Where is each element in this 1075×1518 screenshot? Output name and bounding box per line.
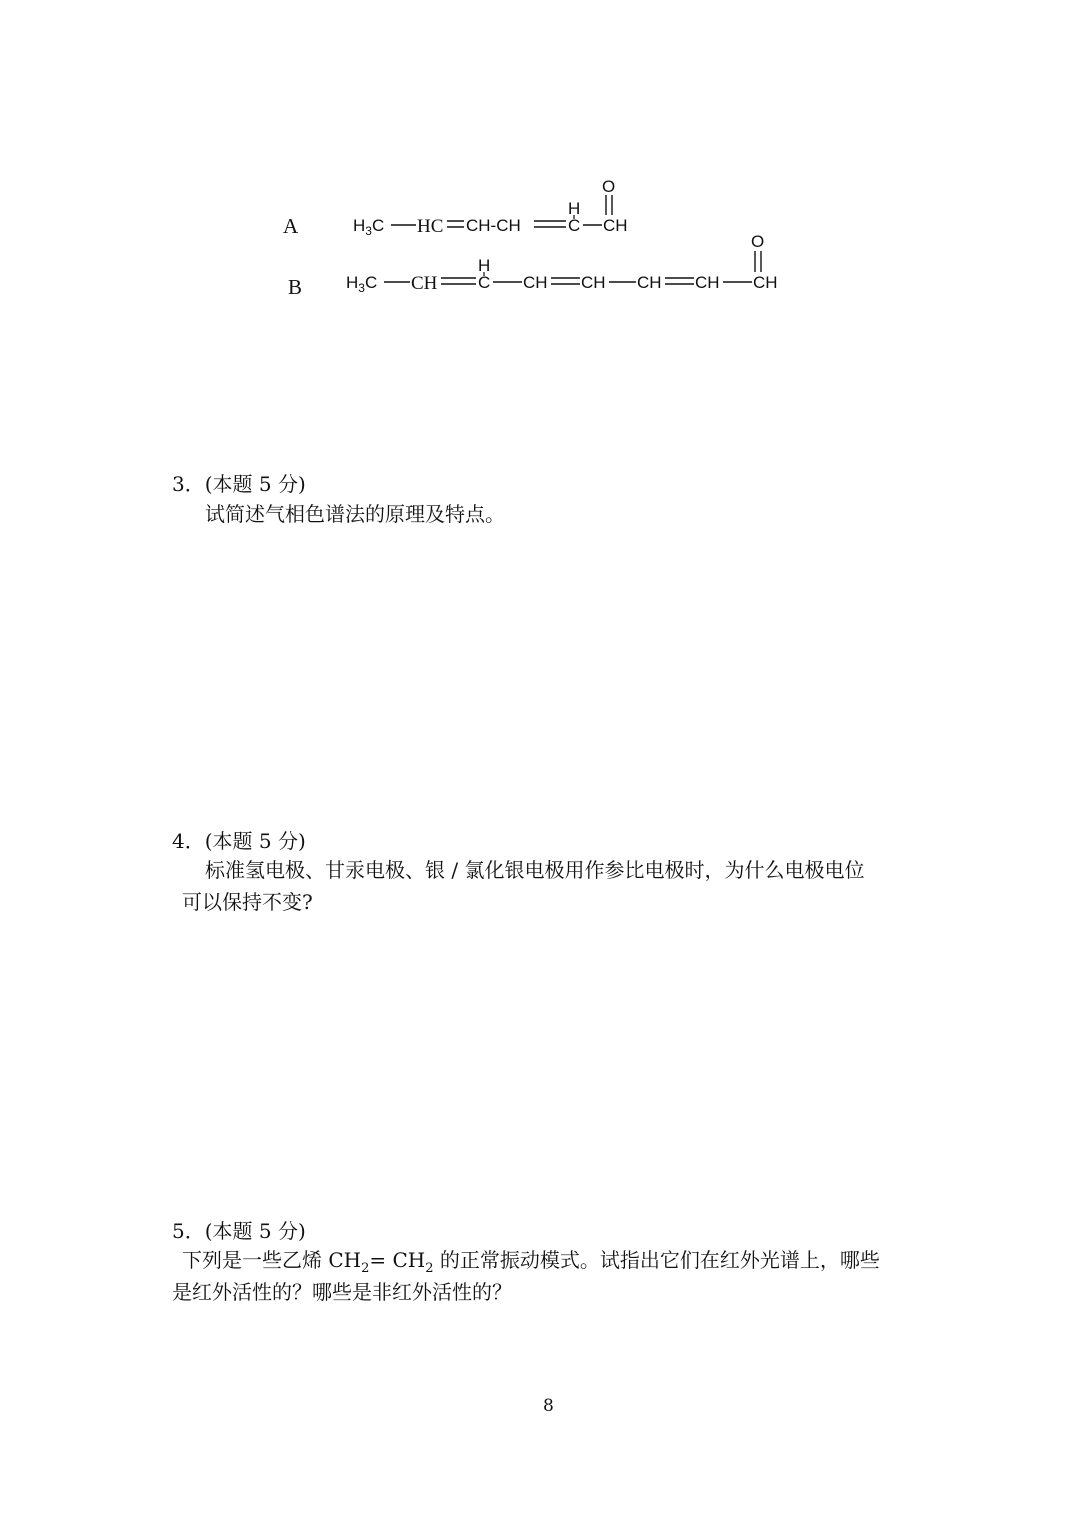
structure-a-c: C	[568, 216, 581, 235]
structure-a-ch-ch: CH-CH	[466, 216, 521, 235]
question-5-text-post: 的正常振动模式。试指出它们在红外光谱上，哪些	[433, 1248, 880, 1272]
structure-a-methyl: $H_3C$	[353, 216, 385, 238]
structure-b-diagram	[342, 230, 792, 300]
question-5-heading: 5．(本题 5 分)	[172, 1219, 306, 1243]
question-5-sub2: 2	[425, 1261, 434, 1276]
question-4-text-line1: 标准氢电极、甘汞电极、银 / 氯化银电极用作参比电极时，为什么电极电位	[205, 858, 865, 882]
structure-b-methyl: $H_3C$	[346, 273, 378, 295]
page-number: 8	[543, 1396, 554, 1416]
structure-b-ch2: CH	[523, 273, 548, 292]
structure-a-hc: HC	[417, 216, 444, 237]
structure-b-ch3: CH	[581, 273, 606, 292]
question-5-sub1: 2	[361, 1261, 370, 1276]
question-3-text: 试简述气相色谱法的原理及特点。	[205, 502, 505, 526]
structure-b-label: B	[288, 275, 303, 299]
structure-a-h-top: H	[568, 199, 581, 218]
structure-a-ch-end: CH	[603, 216, 628, 235]
question-3-heading: 3．(本题 5 分)	[172, 472, 306, 496]
structure-b-o: O	[751, 232, 765, 251]
question-4-heading: 4．(本题 5 分)	[172, 829, 306, 853]
structure-b-c: C	[478, 273, 491, 292]
question-4-text-line2: 可以保持不变?	[182, 890, 313, 914]
question-5-text-line2: 是红外活性的？哪些是非红外活性的？	[172, 1280, 512, 1304]
structure-b-ch5: CH	[695, 273, 720, 292]
structure-a-label: A	[283, 214, 299, 238]
structure-b-ch-end: CH	[753, 273, 778, 292]
structure-b-h-top: H	[478, 256, 491, 275]
question-5-text-mid: = CH	[369, 1248, 426, 1272]
structure-b-ch1: CH	[411, 273, 438, 294]
structure-b-ch4: CH	[637, 273, 662, 292]
structure-a-o: O	[602, 177, 616, 196]
question-5-text-pre: 下列是一些乙烯 CH	[182, 1248, 362, 1272]
